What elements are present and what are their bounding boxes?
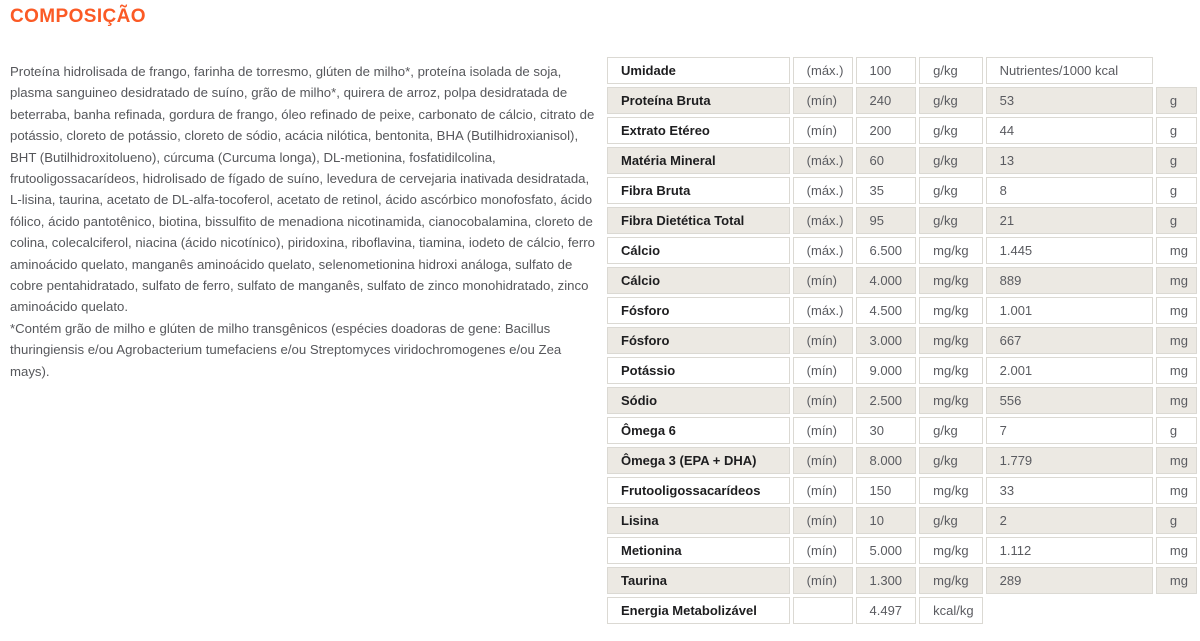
value-cell: 9.000	[856, 357, 917, 384]
per-1000kcal-unit-cell: mg	[1156, 477, 1197, 504]
limit-cell: (mín)	[793, 447, 853, 474]
table-row	[607, 87, 1197, 114]
table-row	[607, 567, 1197, 594]
unit-cell: mg/kg	[919, 387, 982, 414]
per-1000kcal-cell	[986, 597, 1153, 624]
value-cell: 6.500	[856, 237, 917, 264]
per-1000kcal-unit-cell: g	[1156, 117, 1197, 144]
value-cell: 1.300	[856, 567, 917, 594]
unit-cell: g/kg	[919, 207, 982, 234]
limit-cell: (mín)	[793, 267, 853, 294]
table-row	[607, 177, 1197, 204]
transgenic-note: *Contém grão de milho e glúten de milho transgênicos (espécies doadoras de gene: Bacillus thuringiensis e/ou Agrobacterium tumefaciens e/ou Streptomyces viridochromogenes e/ou Zea mays).	[10, 320, 562, 379]
value-cell: 4.500	[856, 297, 917, 324]
unit-cell: g/kg	[919, 117, 982, 144]
table-row	[607, 387, 1197, 414]
table-row	[607, 237, 1197, 264]
value-cell: 60	[856, 147, 917, 174]
unit-cell: mg/kg	[919, 297, 982, 324]
limit-cell: (mín)	[793, 507, 853, 534]
nutrition-table-body	[607, 57, 1197, 624]
limit-cell: (mín)	[793, 87, 853, 114]
unit-cell: mg/kg	[919, 327, 982, 354]
table-row	[607, 537, 1197, 564]
per-1000kcal-unit-cell: mg	[1156, 237, 1197, 264]
per-1000kcal-cell: 21	[986, 207, 1153, 234]
per-1000kcal-unit-cell: mg	[1156, 567, 1197, 594]
per-1000kcal-cell: 667	[986, 327, 1153, 354]
per-1000kcal-cell: 1.445	[986, 237, 1153, 264]
nutrient-name-cell: Proteína Bruta	[607, 87, 790, 114]
value-cell: 35	[856, 177, 917, 204]
limit-cell: (mín)	[793, 537, 853, 564]
value-cell: 4.000	[856, 267, 917, 294]
unit-cell: mg/kg	[919, 567, 982, 594]
nutrient-name-cell: Fibra Dietética Total	[607, 207, 790, 234]
per-1000kcal-unit-cell	[1156, 597, 1197, 624]
nutrition-table	[604, 54, 1200, 627]
value-cell: 200	[856, 117, 917, 144]
nutrient-name-cell: Ômega 6	[607, 417, 790, 444]
nutrient-name-cell: Fósforo	[607, 327, 790, 354]
per-1000kcal-unit-cell: g	[1156, 87, 1197, 114]
nutrient-name-cell: Extrato Etéreo	[607, 117, 790, 144]
nutrient-name-cell: Potássio	[607, 357, 790, 384]
per-1000kcal-unit-cell: mg	[1156, 537, 1197, 564]
nutrient-name-cell: Frutooligossacarídeos	[607, 477, 790, 504]
unit-cell: g/kg	[919, 417, 982, 444]
unit-cell: g/kg	[919, 87, 982, 114]
per-1000kcal-cell: 289	[986, 567, 1153, 594]
unit-cell: mg/kg	[919, 537, 982, 564]
value-cell: 4.497	[856, 597, 917, 624]
limit-cell: (mín)	[793, 417, 853, 444]
table-row	[607, 597, 1197, 624]
per-1000kcal-unit-cell: mg	[1156, 267, 1197, 294]
table-row	[607, 357, 1197, 384]
per-1000kcal-cell: 13	[986, 147, 1153, 174]
limit-cell: (mín)	[793, 117, 853, 144]
value-cell: 8.000	[856, 447, 917, 474]
per-1000kcal-unit-cell: g	[1156, 147, 1197, 174]
per-1000kcal-cell: 33	[986, 477, 1153, 504]
table-row	[607, 417, 1197, 444]
limit-cell: (mín)	[793, 477, 853, 504]
value-cell: 150	[856, 477, 917, 504]
limit-cell: (máx.)	[793, 177, 853, 204]
limit-cell: (máx.)	[793, 237, 853, 264]
value-cell: 2.500	[856, 387, 917, 414]
per-1000kcal-cell: 1.112	[986, 537, 1153, 564]
table-row	[607, 447, 1197, 474]
value-cell: 30	[856, 417, 917, 444]
per-1000kcal-cell: 2	[986, 507, 1153, 534]
nutrient-name-cell: Fósforo	[607, 297, 790, 324]
per-1000kcal-unit-cell: g	[1156, 507, 1197, 534]
table-row	[607, 147, 1197, 174]
unit-cell: mg/kg	[919, 237, 982, 264]
per-1000kcal-unit-cell: mg	[1156, 297, 1197, 324]
table-row	[607, 297, 1197, 324]
per-1000kcal-unit-cell: g	[1156, 207, 1197, 234]
unit-cell: g/kg	[919, 177, 982, 204]
per-1000kcal-cell: 7	[986, 417, 1153, 444]
value-cell: 10	[856, 507, 917, 534]
limit-cell: (máx.)	[793, 207, 853, 234]
table-row	[607, 117, 1197, 144]
value-cell: 5.000	[856, 537, 917, 564]
per-1000kcal-unit-cell: g	[1156, 417, 1197, 444]
value-cell: 3.000	[856, 327, 917, 354]
limit-cell: (máx.)	[793, 297, 853, 324]
table-row	[607, 507, 1197, 534]
nutrient-name-cell: Lisina	[607, 507, 790, 534]
limit-cell: (mín)	[793, 327, 853, 354]
limit-cell: (máx.)	[793, 147, 853, 174]
unit-cell: kcal/kg	[919, 597, 982, 624]
value-cell: 95	[856, 207, 917, 234]
limit-cell: (mín)	[793, 567, 853, 594]
ingredients-paragraph: Proteína hidrolisada de frango, farinha de torresmo, glúten de milho*, proteína isolada de soja, plasma sanguineo desidratado de suíno, grão de milho*, quirera de arroz, polpa desidratada de beterraba, banha refinada, gordura de frango, óleo refinado de peixe, carbonato de cálcio, citrato de potássio, cloreto de potássio, cloreto de sódio, acácia nilótica, bentonita, BHA (Butilhidroxianisol), BHT (Butilhidroxitolueno), cúrcuma (Curcuma longa), DL-metionina, fosfatidilcolina, frutooligossacarídeos, hidrolisado de fígado de suíno, levedura de cervejaria inativada desidratada, L-lisina, taurina, acetato de DL-alfa-tocoferol, acetato de retinol, ácido ascórbico monofosfato, ácido fólico, ácido pantotênico, biotina, bissulfito de menadiona nicotinamida, cianocobalamina, cloreto de colina, colecalciferol, niacina (ácido nicotínico), piridoxina, riboflavina, tiamina, iodeto de cálcio, ferro aminoácido quelato, manganês aminoácido quelato, selenometionina hidroxi análoga, sulfato de cobre pentahidratado, sulfato de ferro, sulfato de manganês, sulfato de zinco monohidratado, zinco aminoácido quelato.	[10, 64, 595, 315]
unit-cell: mg/kg	[919, 357, 982, 384]
limit-cell	[793, 597, 853, 624]
per-1000kcal-unit-cell: g	[1156, 177, 1197, 204]
unit-cell: mg/kg	[919, 267, 982, 294]
limit-cell: (mín)	[793, 387, 853, 414]
limit-cell: (mín)	[793, 357, 853, 384]
per-1000kcal-cell: 44	[986, 117, 1153, 144]
unit-cell: g/kg	[919, 447, 982, 474]
unit-cell: g/kg	[919, 507, 982, 534]
per-1000kcal-cell: 889	[986, 267, 1153, 294]
table-row	[607, 207, 1197, 234]
per-1000kcal-unit-cell: mg	[1156, 327, 1197, 354]
limit-cell: (máx.)	[793, 57, 853, 84]
table-row	[607, 477, 1197, 504]
nutrient-name-cell: Metionina	[607, 537, 790, 564]
unit-cell: g/kg	[919, 147, 982, 174]
per-1000kcal-unit-cell: mg	[1156, 387, 1197, 414]
per-1000kcal-cell: 1.779	[986, 447, 1153, 474]
per-1000kcal-cell: 2.001	[986, 357, 1153, 384]
nutrient-name-cell: Sódio	[607, 387, 790, 414]
per-1000kcal-cell: 556	[986, 387, 1153, 414]
composition-section	[10, 6, 600, 382]
value-cell: 240	[856, 87, 917, 114]
table-row	[607, 267, 1197, 294]
table-row	[607, 57, 1197, 84]
per-1000kcal-cell: 1.001	[986, 297, 1153, 324]
nutrient-name-cell: Cálcio	[607, 267, 790, 294]
per-1000kcal-unit-cell: mg	[1156, 447, 1197, 474]
nutrient-name-cell: Fibra Bruta	[607, 177, 790, 204]
per-1000kcal-unit-cell: mg	[1156, 357, 1197, 384]
nutrient-name-cell: Cálcio	[607, 237, 790, 264]
nutrient-name-cell: Ômega 3 (EPA + DHA)	[607, 447, 790, 474]
unit-cell: g/kg	[919, 57, 982, 84]
unit-cell: mg/kg	[919, 477, 982, 504]
nutrient-name-cell: Energia Metabolizável	[607, 597, 790, 624]
nutrient-name-cell: Matéria Mineral	[607, 147, 790, 174]
value-cell: 100	[856, 57, 917, 84]
per-1000kcal-cell: Nutrientes/1000 kcal	[986, 57, 1153, 84]
per-1000kcal-unit-cell	[1156, 57, 1197, 84]
table-row	[607, 327, 1197, 354]
page-title: COMPOSIÇÃO	[10, 6, 146, 27]
per-1000kcal-cell: 8	[986, 177, 1153, 204]
per-1000kcal-cell: 53	[986, 87, 1153, 114]
nutrient-name-cell: Taurina	[607, 567, 790, 594]
nutrient-name-cell: Umidade	[607, 57, 790, 84]
